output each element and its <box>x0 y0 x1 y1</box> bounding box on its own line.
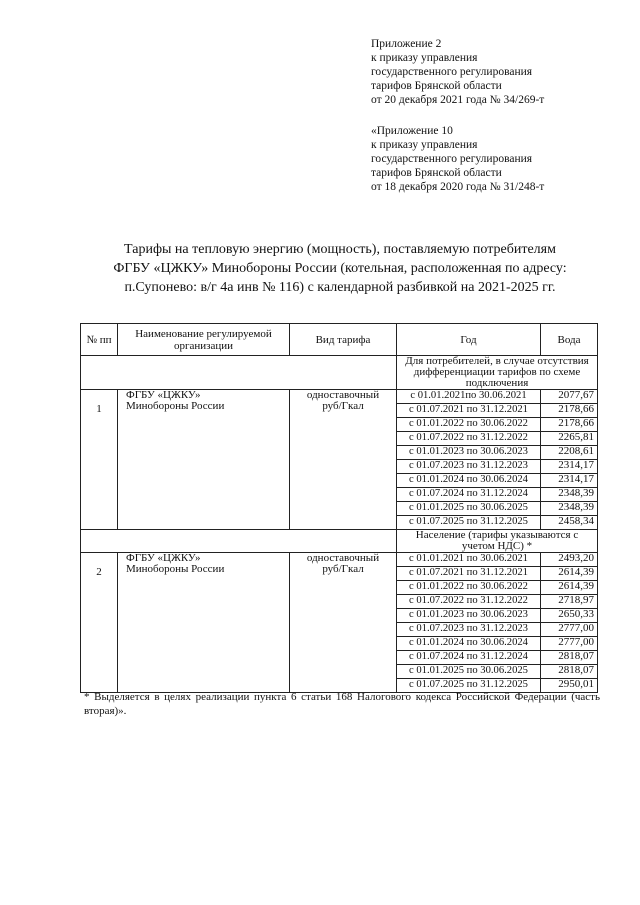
org-name-line: ФГБУ «ЦЖКУ» <box>126 389 201 401</box>
header-line: от 18 декабря 2020 года № 31/248-т <box>371 181 545 193</box>
water-tariff-cell: 2314,17 <box>541 460 598 474</box>
table-row <box>81 390 598 404</box>
row-number <box>81 553 118 693</box>
period-cell: с 01.01.2022 по 30.06.2022 <box>397 581 541 595</box>
header-line: к приказу управления <box>371 139 478 151</box>
header-line: тарифов Брянской области <box>371 167 502 179</box>
period-cell: с 01.01.2021по 30.06.2021 <box>397 390 541 404</box>
water-tariff-cell: 2614,39 <box>541 581 598 595</box>
title-line: ФГБУ «ЦЖКУ» Минобороны России (котельная, расположенная по адресу: <box>113 261 567 276</box>
tariff-kind-line: руб/Гкал <box>322 400 364 412</box>
row-number-text: 1 <box>96 403 102 415</box>
water-tariff-cell: 2818,07 <box>541 651 598 665</box>
period-cell: с 01.07.2025 по 31.12.2025 <box>397 516 541 530</box>
table-body <box>81 356 598 693</box>
tariff-kind <box>290 390 397 530</box>
previous-appendix-header <box>371 124 544 194</box>
title-line: Тарифы на тепловую энергию (мощность), поставляемую потребителям <box>124 242 556 257</box>
tariff-table <box>80 323 598 693</box>
org-name <box>118 553 290 693</box>
water-tariff-cell: 2818,07 <box>541 665 598 679</box>
water-tariff-cell: 2208,61 <box>541 446 598 460</box>
row-number-text: 2 <box>96 566 102 578</box>
water-tariff-cell: 2348,39 <box>541 502 598 516</box>
footnote: * Выделяется в целях реализации пункта 6 статьи 168 Налогового кодекса Российской Федерации (часть вторая)». <box>84 691 600 717</box>
period-cell: с 01.01.2023 по 30.06.2023 <box>397 446 541 460</box>
period-cell: с 01.01.2024 по 30.06.2024 <box>397 637 541 651</box>
document-title <box>60 240 620 297</box>
col-header-no: № пп <box>81 324 118 356</box>
period-cell: с 01.07.2024 по 31.12.2024 <box>397 651 541 665</box>
water-tariff-cell: 2777,00 <box>541 637 598 651</box>
subheader-row <box>81 530 598 553</box>
period-cell: с 01.07.2023 по 31.12.2023 <box>397 623 541 637</box>
appendix-header <box>371 37 544 107</box>
subheader-text: Для потребителей, в случае отсутствия дифференциации тарифов по схеме подключения <box>397 356 598 390</box>
period-cell: с 01.07.2024 по 31.12.2024 <box>397 488 541 502</box>
period-cell: с 01.07.2025 по 31.12.2025 <box>397 679 541 693</box>
period-cell: с 01.01.2025 по 30.06.2025 <box>397 502 541 516</box>
org-name-line: Минобороны России <box>126 563 225 575</box>
water-tariff-cell: 2650,33 <box>541 609 598 623</box>
table-row <box>81 553 598 567</box>
header-line: «Приложение 10 <box>371 125 453 137</box>
water-tariff-cell: 2077,67 <box>541 390 598 404</box>
subheader-row <box>81 356 598 390</box>
col-header-org: Наименование регулируемой организации <box>118 324 290 356</box>
water-tariff-cell: 2178,66 <box>541 418 598 432</box>
col-header-period: Год <box>397 324 541 356</box>
org-name-line: ФГБУ «ЦЖКУ» <box>126 552 201 564</box>
header-line: тарифов Брянской области <box>371 80 502 92</box>
subheader-spacer <box>81 356 397 390</box>
period-cell: с 01.01.2024 по 30.06.2024 <box>397 474 541 488</box>
period-cell: с 01.01.2023 по 30.06.2023 <box>397 609 541 623</box>
water-tariff-cell: 2614,39 <box>541 567 598 581</box>
water-tariff-cell: 2265,81 <box>541 432 598 446</box>
water-tariff-cell: 2458,34 <box>541 516 598 530</box>
header-line: к приказу управления <box>371 52 478 64</box>
org-name <box>118 390 290 530</box>
tariff-kind-line: одноставочный <box>306 552 380 564</box>
header-line: государственного регулирования <box>371 66 533 78</box>
water-tariff-cell: 2178,66 <box>541 404 598 418</box>
row-number <box>81 390 118 530</box>
col-header-water: Вода <box>541 324 598 356</box>
water-tariff-cell: 2777,00 <box>541 623 598 637</box>
tariff-kind <box>290 553 397 693</box>
period-cell: с 01.07.2023 по 31.12.2023 <box>397 460 541 474</box>
header-line: от 20 декабря 2021 года № 34/269-т <box>371 94 545 106</box>
subheader-spacer <box>81 530 397 553</box>
water-tariff-cell: 2314,17 <box>541 474 598 488</box>
water-tariff-cell: 2718,97 <box>541 595 598 609</box>
period-cell: с 01.07.2022 по 31.12.2022 <box>397 432 541 446</box>
tariff-kind-line: одноставочный <box>306 389 380 401</box>
subheader-text: Население (тарифы указываются с учетом НДС) * <box>397 530 598 553</box>
water-tariff-cell: 2493,20 <box>541 553 598 567</box>
org-name-line: Минобороны России <box>126 400 225 412</box>
title-line: п.Супонево: в/г 4а инв № 116) с календарной разбивкой на 2021-2025 гг. <box>124 280 556 295</box>
period-cell: с 01.07.2021 по 31.12.2021 <box>397 404 541 418</box>
header-line: Приложение 2 <box>371 38 442 50</box>
period-cell: с 01.07.2022 по 31.12.2022 <box>397 595 541 609</box>
col-header-kind: Вид тарифа <box>290 324 397 356</box>
water-tariff-cell: 2950,01 <box>541 679 598 693</box>
period-cell: с 01.01.2025 по 30.06.2025 <box>397 665 541 679</box>
period-cell: с 01.01.2022 по 30.06.2022 <box>397 418 541 432</box>
period-cell: с 01.01.2021 по 30.06.2021 <box>397 553 541 567</box>
period-cell: с 01.07.2021 по 31.12.2021 <box>397 567 541 581</box>
tariff-kind-line: руб/Гкал <box>322 563 364 575</box>
header-line: государственного регулирования <box>371 153 533 165</box>
water-tariff-cell: 2348,39 <box>541 488 598 502</box>
